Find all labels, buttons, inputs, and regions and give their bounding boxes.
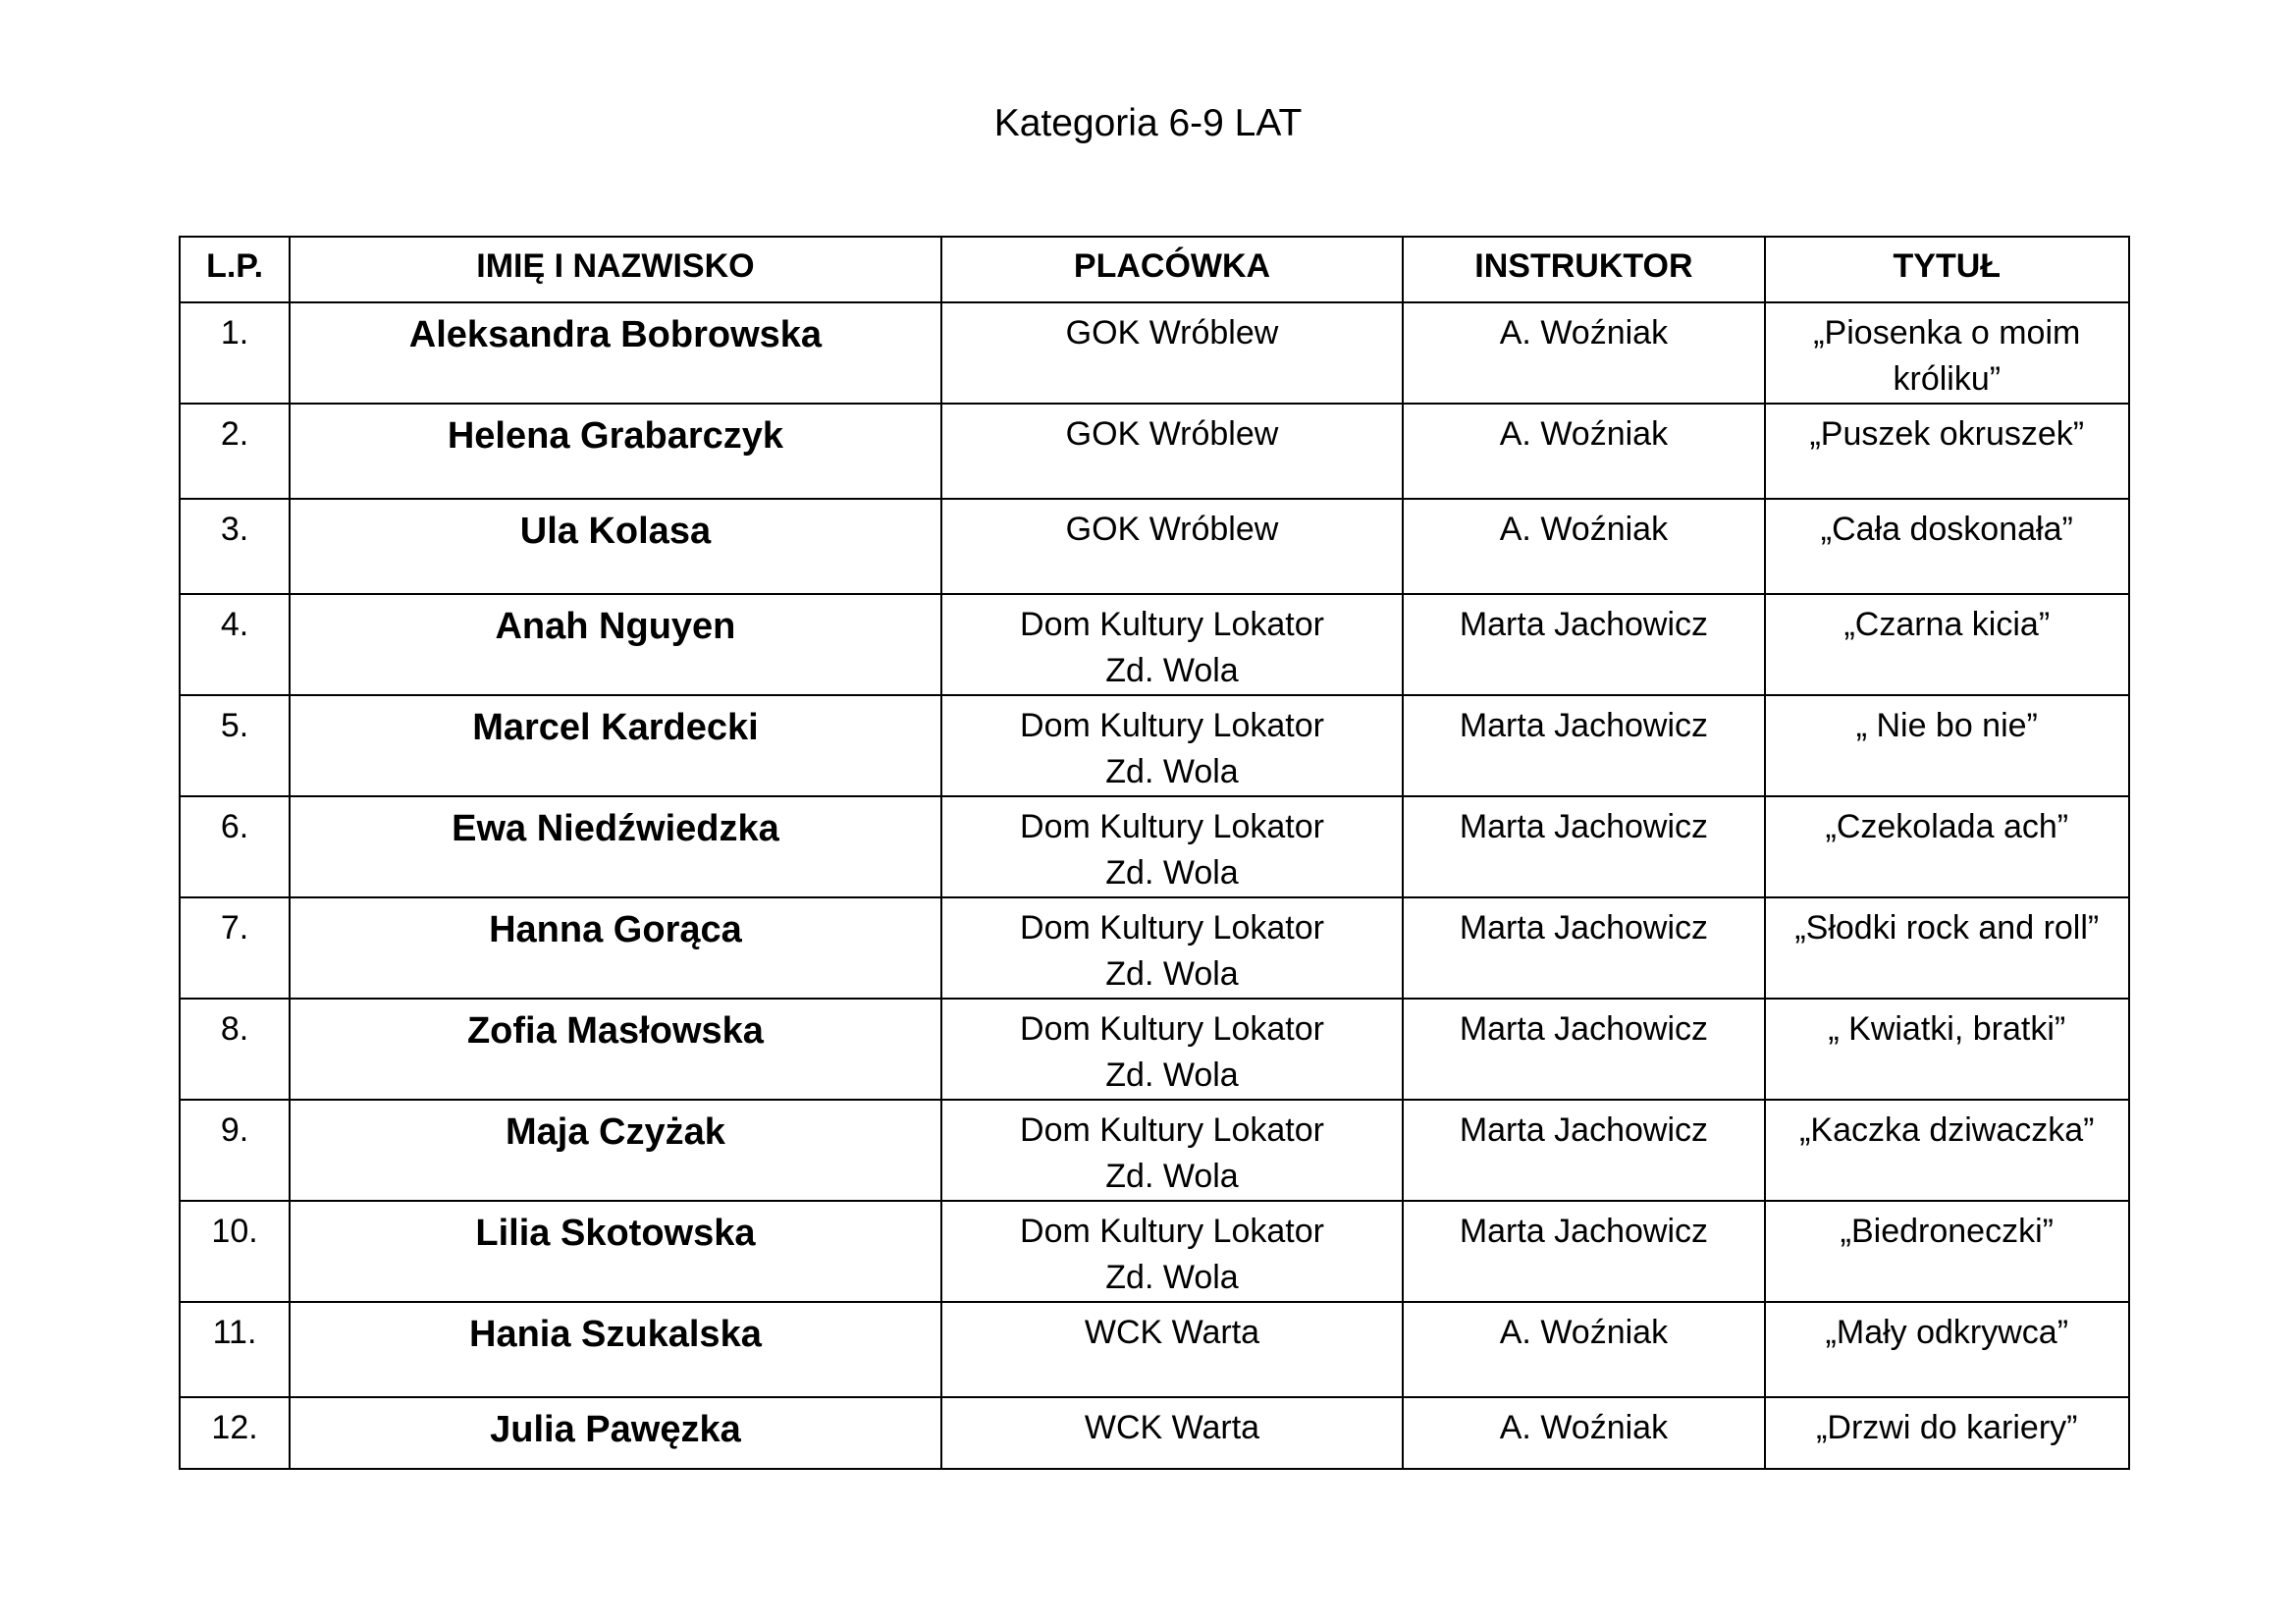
cell-place: [941, 1302, 1403, 1397]
table-body: [180, 302, 2129, 1469]
cell-name: Helena Grabarczyk: [290, 404, 941, 499]
place-line-2: Zd. Wola: [1105, 1158, 1239, 1195]
cell-instructor: Marta Jachowicz: [1403, 897, 1764, 999]
cell-instructor: A. Woźniak: [1403, 302, 1764, 404]
table-row: [180, 1302, 2129, 1397]
cell-instructor: Marta Jachowicz: [1403, 695, 1764, 796]
page-title: Kategoria 6-9 LAT: [993, 102, 1303, 144]
place-line: Dom Kultury Lokator: [1020, 1213, 1324, 1250]
place-line-2: Zd. Wola: [1105, 955, 1239, 993]
cell-lp: 2.: [180, 404, 290, 499]
place-line: Dom Kultury Lokator: [1020, 1010, 1324, 1048]
cell-instructor: Marta Jachowicz: [1403, 594, 1764, 695]
place-line: Dom Kultury Lokator: [1020, 808, 1324, 845]
place-line-2: Zd. Wola: [1105, 652, 1239, 689]
cell-name: Hanna Gorąca: [290, 897, 941, 999]
cell-place: [941, 897, 1403, 999]
table-row: [180, 302, 2129, 404]
table-row: [180, 897, 2129, 999]
cell-lp: 3.: [180, 499, 290, 594]
table-row: [180, 1397, 2129, 1469]
cell-lp: 10.: [180, 1201, 290, 1302]
place-line: GOK Wróblew: [1065, 415, 1279, 453]
cell-lp: 8.: [180, 999, 290, 1100]
table-row: [180, 594, 2129, 695]
table-row: [180, 999, 2129, 1100]
header-place: PLACÓWKA: [941, 237, 1403, 302]
cell-lp: 1.: [180, 302, 290, 404]
place-line-2: Zd. Wola: [1105, 753, 1239, 790]
header-instructor: INSTRUKTOR: [1403, 237, 1764, 302]
cell-lp: 4.: [180, 594, 290, 695]
place-line: GOK Wróblew: [1065, 314, 1279, 352]
table-row: [180, 695, 2129, 796]
place-line: GOK Wróblew: [1065, 511, 1279, 548]
cell-title: „Cała doskonała”: [1765, 499, 2129, 594]
cell-lp: 7.: [180, 897, 290, 999]
cell-place: [941, 404, 1403, 499]
cell-place: [941, 695, 1403, 796]
cell-title: „Mały odkrywca”: [1765, 1302, 2129, 1397]
place-line: Dom Kultury Lokator: [1020, 606, 1324, 643]
cell-instructor: Marta Jachowicz: [1403, 1201, 1764, 1302]
cell-instructor: A. Woźniak: [1403, 499, 1764, 594]
place-line: WCK Warta: [1084, 1409, 1260, 1446]
header-name: IMIĘ I NAZWISKO: [290, 237, 941, 302]
participants-table: [179, 236, 2130, 1470]
cell-name: Julia Pawęzka: [290, 1397, 941, 1469]
cell-place: [941, 999, 1403, 1100]
cell-instructor: Marta Jachowicz: [1403, 796, 1764, 897]
cell-name: Ula Kolasa: [290, 499, 941, 594]
cell-title: „Słodki rock and roll”: [1765, 897, 2129, 999]
cell-lp: 9.: [180, 1100, 290, 1201]
cell-title: „Puszek okruszek”: [1765, 404, 2129, 499]
cell-place: [941, 594, 1403, 695]
place-line-2: Zd. Wola: [1105, 1259, 1239, 1296]
header-lp: L.P.: [180, 237, 290, 302]
cell-name: Aleksandra Bobrowska: [290, 302, 941, 404]
cell-instructor: A. Woźniak: [1403, 404, 1764, 499]
cell-instructor: Marta Jachowicz: [1403, 1100, 1764, 1201]
place-line-2: Zd. Wola: [1105, 854, 1239, 892]
cell-lp: 11.: [180, 1302, 290, 1397]
cell-instructor: Marta Jachowicz: [1403, 999, 1764, 1100]
cell-lp: 6.: [180, 796, 290, 897]
cell-name: Ewa Niedźwiedzka: [290, 796, 941, 897]
cell-title: „Kaczka dziwaczka”: [1765, 1100, 2129, 1201]
cell-name: Hania Szukalska: [290, 1302, 941, 1397]
table-row: [180, 404, 2129, 499]
cell-title: „ Kwiatki, bratki”: [1765, 999, 2129, 1100]
header-title: TYTUŁ: [1765, 237, 2129, 302]
cell-title: „Biedroneczki”: [1765, 1201, 2129, 1302]
cell-lp: 12.: [180, 1397, 290, 1469]
cell-place: [941, 1397, 1403, 1469]
table-header-row: [180, 237, 2129, 302]
cell-title: „Czekolada ach”: [1765, 796, 2129, 897]
table-row: [180, 1100, 2129, 1201]
cell-instructor: A. Woźniak: [1403, 1397, 1764, 1469]
place-line: Dom Kultury Lokator: [1020, 909, 1324, 947]
cell-lp: 5.: [180, 695, 290, 796]
cell-title: „Piosenka o moim króliku”: [1765, 302, 2129, 404]
cell-name: Zofia Masłowska: [290, 999, 941, 1100]
place-line: Dom Kultury Lokator: [1020, 707, 1324, 744]
cell-name: Marcel Kardecki: [290, 695, 941, 796]
cell-place: [941, 499, 1403, 594]
place-line: WCK Warta: [1084, 1314, 1260, 1351]
cell-title: „ Nie bo nie”: [1765, 695, 2129, 796]
table-row: [180, 1201, 2129, 1302]
place-line: Dom Kultury Lokator: [1020, 1111, 1324, 1149]
cell-place: [941, 1100, 1403, 1201]
cell-place: [941, 1201, 1403, 1302]
cell-name: Maja Czyżak: [290, 1100, 941, 1201]
cell-title: „Drzwi do kariery”: [1765, 1397, 2129, 1469]
table-row: [180, 796, 2129, 897]
cell-instructor: A. Woźniak: [1403, 1302, 1764, 1397]
cell-name: Anah Nguyen: [290, 594, 941, 695]
cell-title: „Czarna kicia”: [1765, 594, 2129, 695]
cell-place: [941, 302, 1403, 404]
place-line-2: Zd. Wola: [1105, 1056, 1239, 1094]
cell-name: Lilia Skotowska: [290, 1201, 941, 1302]
table-row: [180, 499, 2129, 594]
cell-place: [941, 796, 1403, 897]
